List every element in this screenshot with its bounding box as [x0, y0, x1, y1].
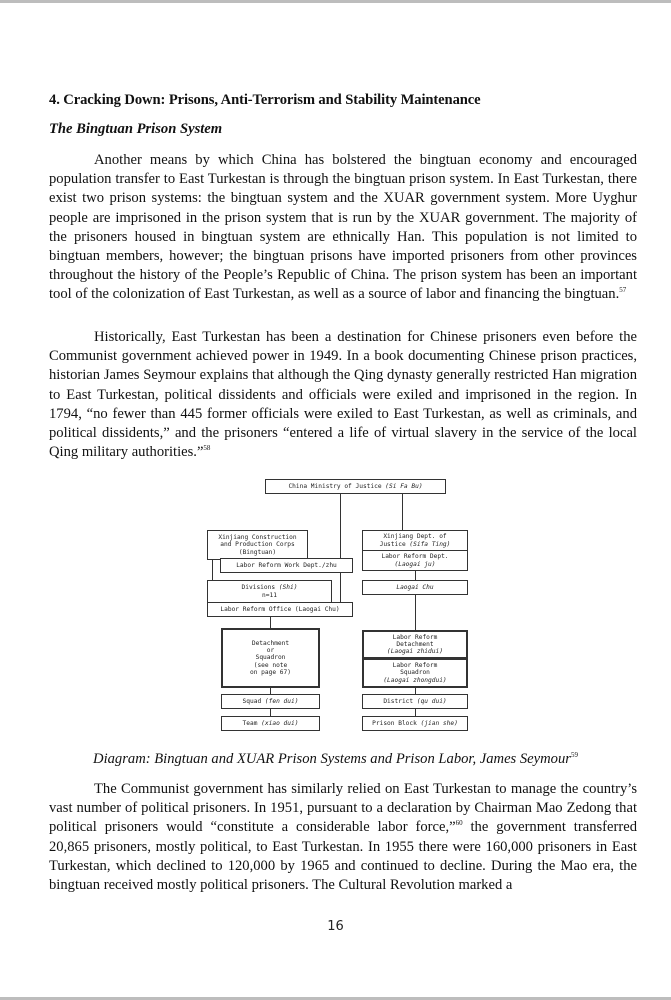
connector — [415, 708, 416, 716]
box-divisions: Divisions (Shi) n=11 — [207, 580, 332, 603]
box-labor-reform-detachment: Labor Reform Detachment (Laogai zhidui) — [362, 630, 468, 659]
connector — [402, 494, 403, 530]
box-squad: Squad (fen dui) — [221, 694, 320, 709]
connector — [212, 560, 213, 580]
box-prison-block: Prison Block (jian she) — [362, 716, 468, 731]
footnote-ref-58[interactable]: 58 — [203, 444, 211, 453]
diagram-caption: Diagram: Bingtuan and XUAR Prison Systems and Prison Labor, James Seymour$^{59}$ — [93, 751, 578, 767]
box-bingtuan-corps: Xinjiang Construction and Production Corps (Bingtuan) — [207, 530, 308, 560]
box-ministry-of-justice: China Ministry of Justice (Si Fa Bu) — [265, 479, 446, 494]
subsection-heading: The Bingtuan Prison System — [49, 121, 223, 137]
connector — [415, 570, 416, 580]
connector — [270, 616, 271, 628]
box-labor-reform-office: Labor Reform Office (Laogai Chu) — [207, 602, 353, 617]
footnote-ref-59[interactable]: 59 — [570, 751, 578, 760]
paragraph-2: Historically, East Turkestan has been a destination for Chinese prisoners even before the Communist government achieved power in 1949. In a book documenting Chinese prison practices, historian James Seymour explains that although the Qing dynasty generally restricted Han migration to East Turkestan, political dissidents and officials were exiled and imprisoned in the region. In 1794, “no fewer than 445 former officials were exiled to East Turkestan, as well as criminals, and political dissidents,” and the prisoners “entered a life of virtual slavery in the service of the local Qing military authorities.”$^{58}$ — [49, 329, 637, 461]
connector — [270, 708, 271, 716]
box-detachment-or-squadron: Detachment or Squadron (see note on page 67) — [221, 628, 320, 688]
box-district: District (qu dui) — [362, 694, 468, 709]
box-team: Team (xiao dui) — [221, 716, 320, 731]
footnote-ref-60[interactable]: 60 — [455, 819, 463, 828]
viewer-top-border — [0, 0, 671, 3]
box-xinjiang-dept-justice: Xinjiang Dept. of Justice (Sifa Ting) — [362, 530, 468, 551]
footnote-ref-57[interactable]: 57 — [619, 286, 627, 295]
connector — [415, 594, 416, 630]
box-labor-reform-dept: Labor Reform Dept. (Laogai ju) — [362, 550, 468, 571]
section-heading: 4. Cracking Down: Prisons, Anti-Terrorism and Stability Maintenance — [49, 92, 481, 108]
box-labor-reform-work-dept: Labor Reform Work Dept./zhu — [220, 558, 353, 573]
box-labor-reform-squadron: Labor Reform Squadron (Laogai zhongdui) — [362, 658, 468, 688]
paragraph-3: The Communist government has similarly relied on East Turkestan to manage the country’s vast number of political prisoners. In 1951, pursuant to a declaration by Chairman Mao Zedong that political prisoners would “constitute a considerable labor force,”$^{60}$ the government transferred 20,865 prisoners, mostly political, to East Turkestan. In 1955 there were 160,000 prisoners in East Turkestan, which declined to 120,000 by 1965 and continued to decline. During the Mao era, the bingtuan received mostly political prisoners. The Cultural Revolution marked a — [49, 781, 638, 894]
page-number: 16 — [327, 919, 344, 934]
paragraph-1: Another means by which China has bolstered the bingtuan economy and encouraged population transfer to East Turkestan is through the bingtuan prison system. In East Turkestan, there exist two prison systems: the bingtuan system and the XUAR government system. More Uyghur people are imprisoned in the prison system that is run by the XUAR government. The majority of the prisoners housed in bingtuan system are ethnically Han. This population is not limited to bingtuan members, however; the bingtuan prisons have imported prisoners from other provinces throughout the history of the People’s Republic of China. The prison system has been an important tool of the colonization of East Turkestan, as well as a source of labor and financing the bingtuan.$^{57}$ — [49, 152, 637, 303]
box-laogai-chu: Laogai Chu — [362, 580, 468, 595]
connector — [340, 494, 341, 602]
